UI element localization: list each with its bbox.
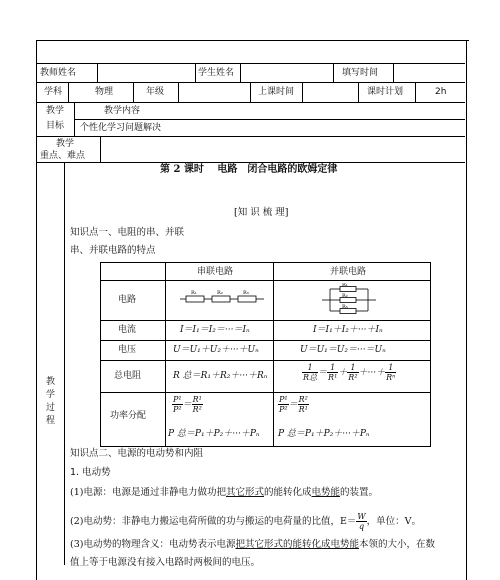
col-divider xyxy=(393,63,394,82)
table-row-divider xyxy=(100,392,430,393)
lesson-title: 第 2 课时 电路 闭合电路的欧姆定律 xyxy=(160,164,338,175)
parallel-current-formula: I＝I₁＋I₂＋···＋Iₙ xyxy=(313,325,383,335)
key-label: 教学 xyxy=(56,139,75,149)
subject-value: 物理 xyxy=(95,87,114,97)
row-label-voltage: 电压 xyxy=(118,345,137,355)
process-label: 教 xyxy=(46,377,56,387)
resistor-label: R₁ xyxy=(191,290,197,296)
row-label-circuit: 电路 xyxy=(118,295,137,305)
parallel-power-ratio: $\frac{\text{P¹}}{\text{P²}}$ ＝ $\frac{\text{R²}}{\text{R¹}}$ xyxy=(279,395,308,414)
table-head-parallel: 并联电路 xyxy=(330,267,367,277)
emf-heading: 1. 电动势 xyxy=(70,467,111,478)
row-label-power: 功率分配 xyxy=(110,411,147,421)
series-voltage-formula: U＝U₁＋U₂＋···＋Uₙ xyxy=(173,345,259,355)
teacher-name-label: 教师姓名 xyxy=(40,68,77,78)
process-label: 学 xyxy=(46,390,56,400)
resistor-label: R₂ xyxy=(217,290,223,296)
resistor-label: R₃ xyxy=(243,290,249,296)
row-label-current: 电流 xyxy=(118,325,137,335)
student-name-label: 学生姓名 xyxy=(198,68,235,78)
paragraph-4: 值上等于电源没有接入电路时两极间的电压。 xyxy=(70,557,261,568)
paragraph-2: (2)电动势：非静电力搬运电荷所做的功与搬运的电荷量的比值，E＝ $\frac{W}{q}$ ，单位：V。 xyxy=(70,512,422,531)
table-col-divider xyxy=(273,262,274,446)
grade-label: 年级 xyxy=(146,87,165,97)
col-divider xyxy=(240,63,241,82)
row-divider xyxy=(36,162,465,163)
knowledge-point-1: 知识点一、电阻的串、并联 xyxy=(70,227,185,238)
table-row-divider xyxy=(100,320,430,321)
row-divider xyxy=(74,119,465,120)
resistor-label: R₁ xyxy=(342,283,348,288)
col-divider xyxy=(178,82,179,102)
table-row-divider xyxy=(100,280,430,281)
series-current-formula: I＝I₁＝I₂＝···＝Iₙ xyxy=(180,325,250,335)
col-divider xyxy=(250,82,251,102)
col-divider xyxy=(358,82,359,102)
process-label: 过 xyxy=(46,403,56,413)
series-circuit-diagram xyxy=(180,288,266,308)
fill-time-label: 填写时间 xyxy=(342,68,379,78)
plan-label: 课时计划 xyxy=(367,87,404,97)
personal-label: 个性化学习问题解决 xyxy=(80,123,162,133)
goal-label: 教学 xyxy=(46,106,65,116)
plan-value: 2h xyxy=(435,87,447,97)
col-divider xyxy=(195,63,196,82)
row-label-resistance: 总电阻 xyxy=(114,371,142,381)
paragraph-1: (1)电源：电源是通过非静电力做功把其它形式的能转化成电势能的装置。 xyxy=(70,487,379,498)
table-col-divider xyxy=(165,262,166,446)
parallel-resistance-formula: $\frac{1}{\text{R总}}$ ＝ $\frac{1}{\text{R¹}}$ ＋ $\frac{1}{\text{R²}}$ ＋···＋ $\frac{1}{\text{Rⁿ}}$ xyxy=(303,363,396,382)
series-power-ratio: $\frac{\text{P¹}}{\text{P²}}$ ＝ $\frac{\text{R¹}}{\text{R²}}$ xyxy=(173,395,202,414)
series-total-power: P 总＝P₁＋P₂＋···＋Pₙ xyxy=(168,429,260,439)
col-divider xyxy=(97,63,98,82)
key-label: 重点、难点 xyxy=(40,151,86,161)
col-divider xyxy=(302,82,303,102)
row-divider xyxy=(36,63,465,64)
series-resistance-formula: R 总＝R₁＋R₂＋···＋Rₙ xyxy=(173,371,268,381)
resistor-label: R₂ xyxy=(342,293,348,299)
parallel-circuit-diagram xyxy=(322,283,378,317)
parallel-total-power: P 总＝P₁＋P₂＋···＋Pₙ xyxy=(278,429,370,439)
table-row-divider xyxy=(100,360,430,361)
goal-label: 目标 xyxy=(46,121,65,131)
process-label: 程 xyxy=(46,416,56,426)
content-label: 教学内容 xyxy=(104,106,141,116)
col-divider xyxy=(333,63,334,82)
resistor-label: R₃ xyxy=(342,304,348,310)
col-divider xyxy=(133,82,134,102)
col-divider xyxy=(64,162,65,565)
section-title: [知 识 梳 理] xyxy=(234,207,289,218)
knowledge-point-1-sub: 串、并联电路的特点 xyxy=(70,245,156,256)
table-row-divider xyxy=(100,340,430,341)
col-divider xyxy=(68,82,69,102)
table-head-series: 串联电路 xyxy=(197,267,234,277)
knowledge-point-2: 知识点二、电源的电动势和内阻 xyxy=(70,448,204,459)
col-divider xyxy=(100,136,101,162)
subject-label: 学科 xyxy=(44,87,63,97)
paragraph-3: (3)电动势的物理含义：电动势表示电源把其它形式的能转化成电势能本领的大小，在数 xyxy=(70,539,435,550)
parallel-voltage-formula: U＝U₁＝U₂＝···＝Uₙ xyxy=(300,345,386,355)
row-divider xyxy=(36,102,465,103)
col-divider xyxy=(415,82,416,102)
class-time-label: 上课时间 xyxy=(258,87,295,97)
col-divider xyxy=(74,102,75,136)
